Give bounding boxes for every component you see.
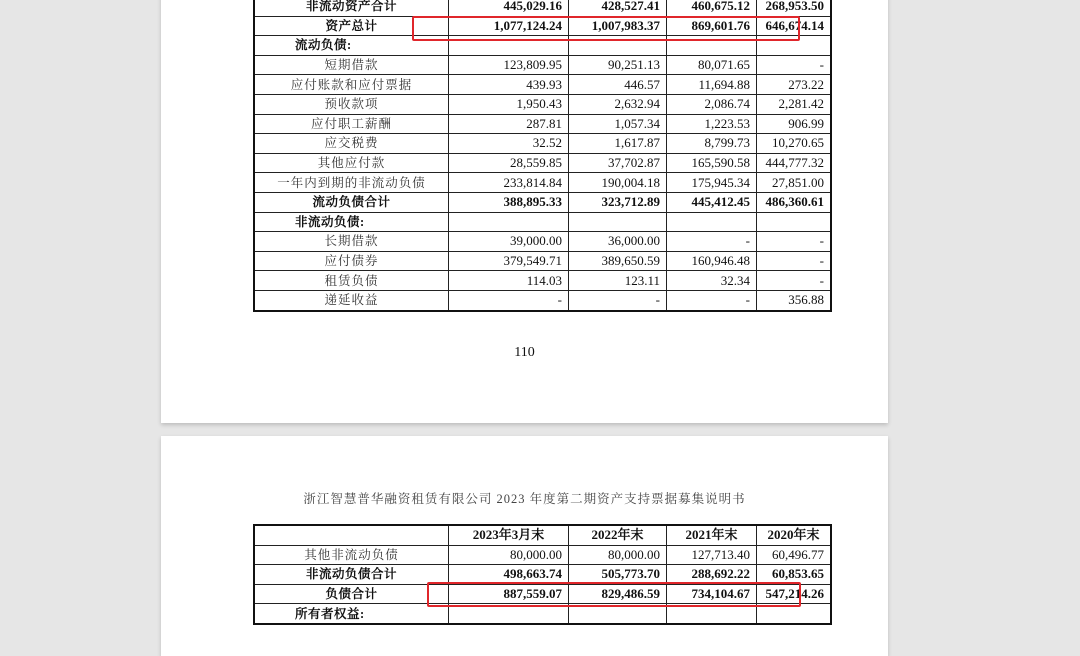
- value-cell: 547,214.26: [757, 584, 832, 604]
- value-cell: 36,000.00: [569, 232, 667, 252]
- value-cell: 287.81: [449, 114, 569, 134]
- table-row: [254, 114, 831, 134]
- value-cell: 1,007,983.37: [569, 16, 667, 36]
- section-header-row: [254, 36, 831, 56]
- value-cell: 60,496.77: [757, 545, 832, 565]
- value-cell: [449, 212, 569, 232]
- value-cell: 505,773.70: [569, 565, 667, 585]
- value-cell: 323,712.89: [569, 192, 667, 212]
- value-cell: [449, 36, 569, 56]
- balance-sheet-table-part2: [253, 524, 832, 625]
- value-cell: 869,601.76: [667, 16, 757, 36]
- value-cell: 887,559.07: [449, 584, 569, 604]
- value-cell: 123,809.95: [449, 55, 569, 75]
- column-header-2020: 2020年末: [757, 525, 832, 545]
- row-label: 流动负债合计: [254, 192, 449, 212]
- document-page-111: [161, 436, 888, 656]
- row-label: 非流动负债:: [254, 212, 449, 232]
- value-cell: 160,946.48: [667, 251, 757, 271]
- value-cell: -: [757, 55, 832, 75]
- value-cell: 80,000.00: [449, 545, 569, 565]
- value-cell: [569, 212, 667, 232]
- value-cell: 60,853.65: [757, 565, 832, 585]
- value-cell: 114.03: [449, 271, 569, 291]
- table-row: [254, 232, 831, 252]
- value-cell: 734,104.67: [667, 584, 757, 604]
- value-cell: 906.99: [757, 114, 832, 134]
- value-cell: 268,953.50: [757, 0, 832, 16]
- value-cell: 80,000.00: [569, 545, 667, 565]
- value-cell: 165,590.58: [667, 153, 757, 173]
- value-cell: 233,814.84: [449, 173, 569, 193]
- value-cell: 123.11: [569, 271, 667, 291]
- value-cell: 27,851.00: [757, 173, 832, 193]
- row-label: 应付职工薪酬: [254, 114, 449, 134]
- value-cell: 1,617.87: [569, 134, 667, 154]
- table-row: [254, 153, 831, 173]
- row-label: 预收款项: [254, 94, 449, 114]
- value-cell: 439.93: [449, 75, 569, 95]
- row-label: 一年内到期的非流动负债: [254, 173, 449, 193]
- value-cell: 8,799.73: [667, 134, 757, 154]
- value-cell: [449, 604, 569, 624]
- table-row: [254, 251, 831, 271]
- value-cell: 37,702.87: [569, 153, 667, 173]
- value-cell: -: [449, 290, 569, 310]
- table-row: [254, 134, 831, 154]
- row-label: 应交税费: [254, 134, 449, 154]
- value-cell: 11,694.88: [667, 75, 757, 95]
- value-cell: [667, 36, 757, 56]
- value-cell: 1,057.34: [569, 114, 667, 134]
- value-cell: 389,650.59: [569, 251, 667, 271]
- value-cell: [757, 604, 832, 624]
- table-row: [254, 0, 831, 16]
- value-cell: 32.52: [449, 134, 569, 154]
- value-cell: -: [667, 290, 757, 310]
- value-cell: 80,071.65: [667, 55, 757, 75]
- value-cell: -: [757, 251, 832, 271]
- value-cell: 460,675.12: [667, 0, 757, 16]
- row-label: 负债合计: [254, 584, 449, 604]
- value-cell: 1,077,124.24: [449, 16, 569, 36]
- table-row: [254, 565, 831, 585]
- value-cell: 2,632.94: [569, 94, 667, 114]
- value-cell: [569, 604, 667, 624]
- row-label: 非流动资产合计: [254, 0, 449, 16]
- document-page-110: [161, 0, 888, 423]
- row-label: 所有者权益:: [254, 604, 449, 624]
- value-cell: 2,281.42: [757, 94, 832, 114]
- value-cell: 388,895.33: [449, 192, 569, 212]
- row-label: 应付账款和应付票据: [254, 75, 449, 95]
- value-cell: 90,251.13: [569, 55, 667, 75]
- section-header-row: [254, 212, 831, 232]
- header-blank-cell: [254, 525, 449, 545]
- value-cell: 1,223.53: [667, 114, 757, 134]
- row-label: 短期借款: [254, 55, 449, 75]
- value-cell: 28,559.85: [449, 153, 569, 173]
- value-cell: 486,360.61: [757, 192, 832, 212]
- value-cell: 127,713.40: [667, 545, 757, 565]
- value-cell: 445,029.16: [449, 0, 569, 16]
- table-header-row: [254, 525, 831, 545]
- value-cell: [757, 212, 832, 232]
- table-row: [254, 192, 831, 212]
- value-cell: 39,000.00: [449, 232, 569, 252]
- value-cell: 10,270.65: [757, 134, 832, 154]
- section-header-row: [254, 604, 831, 624]
- value-cell: -: [757, 232, 832, 252]
- value-cell: 444,777.32: [757, 153, 832, 173]
- table-row: [254, 271, 831, 291]
- value-cell: 288,692.22: [667, 565, 757, 585]
- value-cell: 646,674.14: [757, 16, 832, 36]
- table-row: [254, 584, 831, 604]
- row-label: 其他应付款: [254, 153, 449, 173]
- balance-sheet-table-part1: [253, 0, 832, 312]
- value-cell: 2,086.74: [667, 94, 757, 114]
- value-cell: 175,945.34: [667, 173, 757, 193]
- value-cell: 428,527.41: [569, 0, 667, 16]
- column-header-2022: 2022年末: [569, 525, 667, 545]
- table-row: [254, 75, 831, 95]
- value-cell: 445,412.45: [667, 192, 757, 212]
- row-label: 应付债券: [254, 251, 449, 271]
- row-label: 其他非流动负债: [254, 545, 449, 565]
- value-cell: -: [757, 271, 832, 291]
- table-row: [254, 173, 831, 193]
- page-number: 110: [514, 345, 535, 360]
- table-row: [254, 94, 831, 114]
- value-cell: 32.34: [667, 271, 757, 291]
- value-cell: 446.57: [569, 75, 667, 95]
- value-cell: [569, 36, 667, 56]
- row-label: 流动负债:: [254, 36, 449, 56]
- table-row: [254, 16, 831, 36]
- row-label: 租赁负债: [254, 271, 449, 291]
- table-row: [254, 290, 831, 310]
- value-cell: 190,004.18: [569, 173, 667, 193]
- value-cell: 829,486.59: [569, 584, 667, 604]
- row-label: 递延收益: [254, 290, 449, 310]
- row-label: 非流动负债合计: [254, 565, 449, 585]
- row-label: 长期借款: [254, 232, 449, 252]
- value-cell: 498,663.74: [449, 565, 569, 585]
- value-cell: [757, 36, 832, 56]
- value-cell: [667, 212, 757, 232]
- table-row: [254, 545, 831, 565]
- value-cell: 1,950.43: [449, 94, 569, 114]
- column-header-2023q1: 2023年3月末: [449, 525, 569, 545]
- value-cell: -: [569, 290, 667, 310]
- table-row: [254, 55, 831, 75]
- column-header-2021: 2021年末: [667, 525, 757, 545]
- value-cell: 273.22: [757, 75, 832, 95]
- row-label: 资产总计: [254, 16, 449, 36]
- value-cell: 379,549.71: [449, 251, 569, 271]
- value-cell: 356.88: [757, 290, 832, 310]
- document-header-title: 浙江智慧普华融资租赁有限公司 2023 年度第二期资产支持票据募集说明书: [303, 492, 746, 506]
- value-cell: [667, 604, 757, 624]
- value-cell: -: [667, 232, 757, 252]
